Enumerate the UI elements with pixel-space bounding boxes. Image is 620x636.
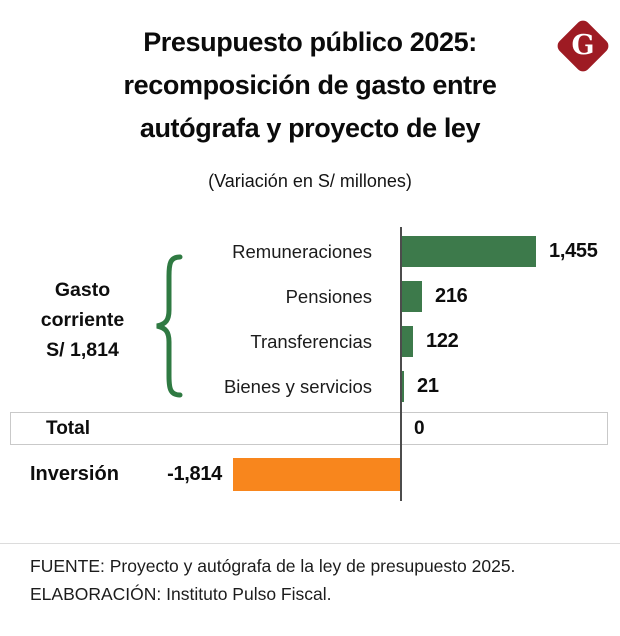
zero-axis-line: [400, 227, 402, 501]
category-label: Bienes y servicios: [223, 375, 372, 397]
category-label: Transferencias: [250, 330, 372, 352]
total-label: Total: [46, 417, 90, 439]
logo-letter-g: G: [571, 29, 595, 61]
bar-transferencias: [402, 326, 413, 357]
bar-row-transferencias: [0, 319, 620, 364]
title-line-3: autógrafa y proyecto de ley: [139, 113, 481, 143]
inversion-label: Inversión: [30, 463, 119, 485]
bar-row-pensiones: [0, 274, 620, 319]
group-label-line-2: corriente: [40, 309, 125, 331]
elaboration-text: ELABORACIÓN: Instituto Pulso Fiscal.: [30, 584, 332, 604]
category-label: Remuneraciones: [232, 240, 372, 262]
category-label: Pensiones: [285, 285, 372, 307]
total-value-label: 0: [414, 417, 425, 439]
source-text: FUENTE: Proyecto y autógrafa de la ley de presupuesto 2025.: [30, 556, 516, 576]
group-label-line-3: S/ 1,814: [46, 339, 119, 361]
bar-bienes-servicios: [402, 371, 404, 402]
total-row-box: [10, 412, 608, 445]
title-line-2: recomposición de gasto entre: [123, 70, 497, 100]
footer-divider: [0, 543, 620, 544]
bar-pensiones: [402, 281, 422, 312]
value-label: 21: [417, 375, 439, 397]
title-line-1: Presupuesto público 2025:: [143, 27, 477, 57]
page-title: [0, 21, 620, 150]
value-label: 216: [435, 285, 468, 307]
group-label-line-1: Gasto: [54, 279, 111, 301]
bar-rows: [0, 229, 620, 409]
bar-row-bienes-servicios: [0, 364, 620, 409]
value-label: 122: [426, 330, 459, 352]
bar-inversion: [233, 458, 400, 491]
inversion-value-label: -1,814: [167, 463, 222, 485]
chart-subtitle: (Variación en S/ millones): [208, 171, 412, 191]
bar-remuneraciones: [402, 236, 536, 267]
bar-row-remuneraciones: [0, 229, 620, 274]
value-label: 1,455: [549, 240, 598, 262]
gestion-logo: [555, 18, 612, 75]
